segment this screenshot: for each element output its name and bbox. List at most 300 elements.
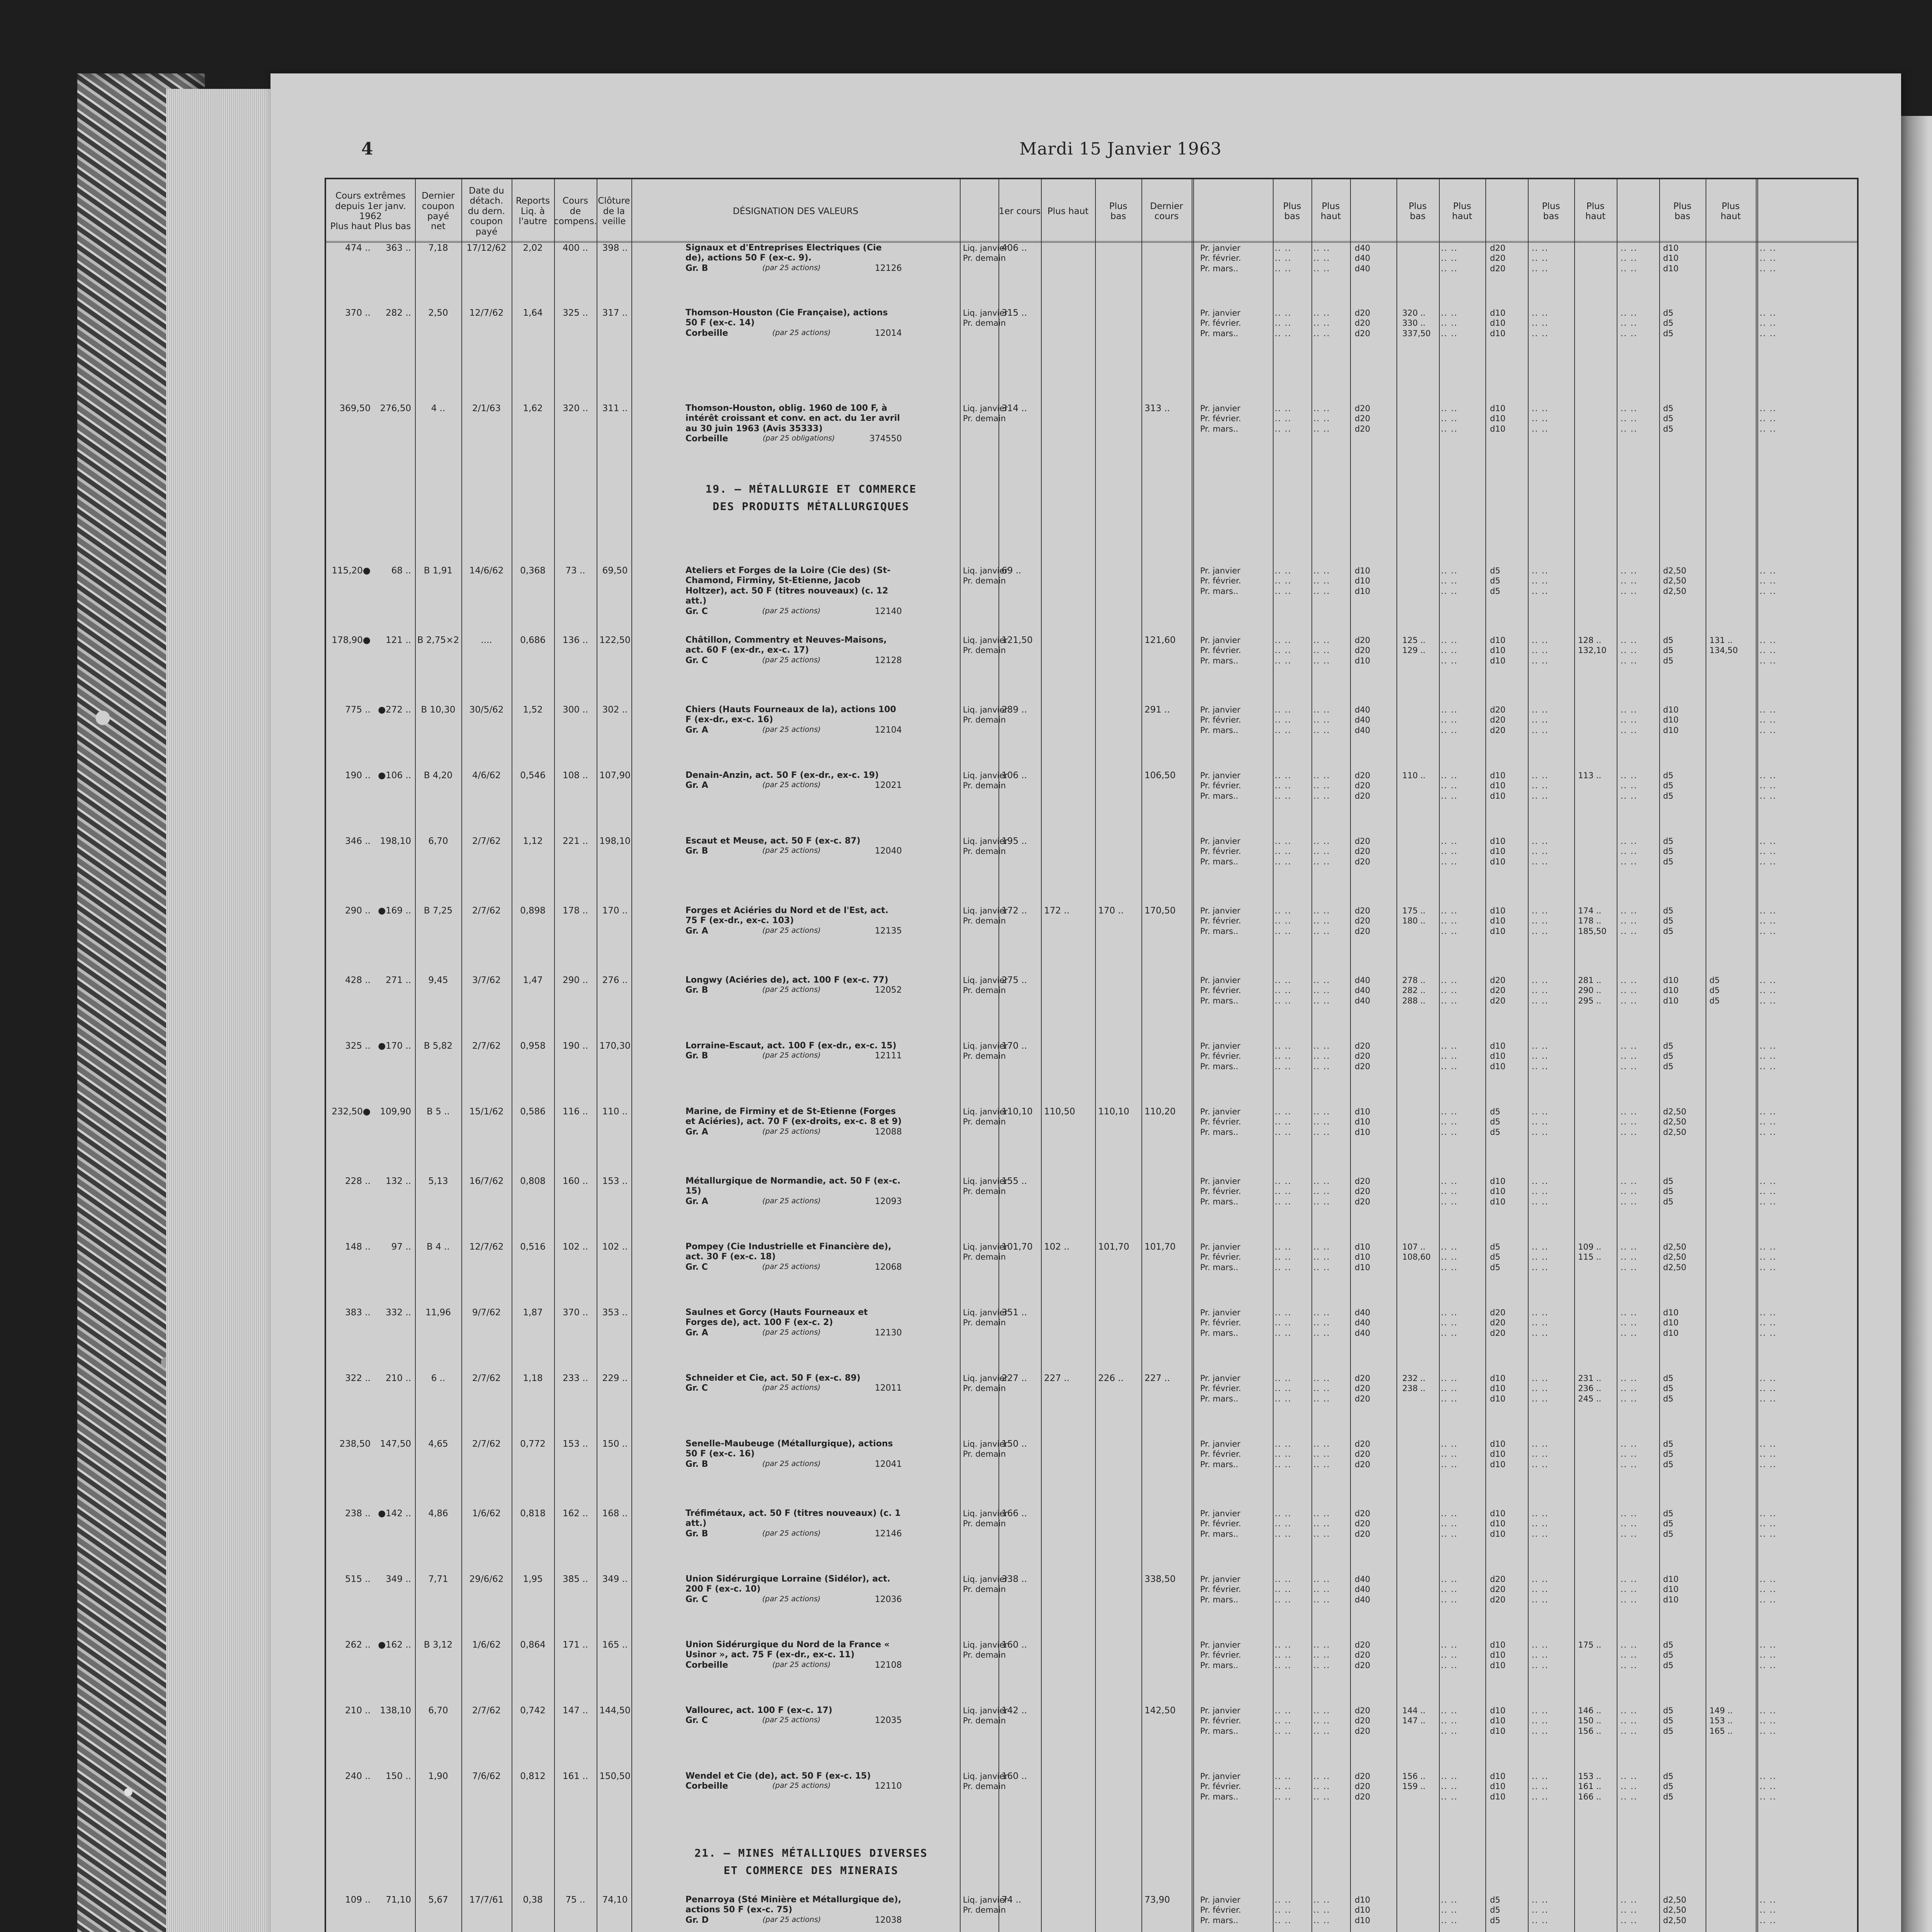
empty-placeholder: .. .. .. .. .. .. xyxy=(1760,837,1777,866)
empty-placeholder: .. .. .. .. .. .. xyxy=(1532,308,1549,338)
coupon-date: 7/6/62 xyxy=(472,1771,501,1781)
empty-placeholder: .. .. .. .. .. .. xyxy=(1760,636,1777,665)
range-high: 238,50 xyxy=(339,1439,371,1449)
column-rule xyxy=(1756,179,1758,1932)
empty-placeholder: .. .. .. .. .. .. xyxy=(1532,1439,1549,1469)
security-designation xyxy=(685,308,902,338)
table-row xyxy=(326,1308,1857,1366)
security-designation xyxy=(685,1574,902,1605)
empty-placeholder: .. .. .. .. .. .. xyxy=(1275,1107,1292,1137)
empty-placeholder: .. .. .. .. .. .. xyxy=(1532,771,1549,801)
security-code: 12140 xyxy=(874,606,902,616)
premium-high-3: d5 d5 d5 xyxy=(1709,976,1720,1005)
range-low: 332 .. xyxy=(386,1308,411,1318)
coupon-date: 15/1/62 xyxy=(469,1107,504,1117)
empty-placeholder: .. .. .. .. .. .. xyxy=(1760,1374,1777,1403)
settlement-label: Liq. janvier Pr. demain xyxy=(963,1575,1008,1594)
header-cell xyxy=(1617,182,1659,240)
empty-placeholder: .. .. .. .. .. .. xyxy=(1621,566,1638,596)
compensation-price: 153 .. xyxy=(563,1439,588,1449)
security-group: Gr. A xyxy=(685,725,708,735)
premium-3: d5 d5 d5 xyxy=(1663,1706,1673,1736)
first-price: 155 .. xyxy=(1002,1176,1027,1186)
coupon-date: 3/7/62 xyxy=(472,975,501,985)
empty-placeholder: .. .. .. .. .. .. xyxy=(1441,1374,1458,1403)
empty-placeholder: .. .. .. .. .. .. xyxy=(1441,1439,1458,1469)
premium-high-1: 156 .. 159 .. xyxy=(1402,1772,1426,1791)
empty-placeholder: .. .. .. .. .. .. xyxy=(1313,1041,1330,1071)
security-code: 12130 xyxy=(875,1328,902,1338)
security-designation xyxy=(685,566,902,617)
report: 0,38 xyxy=(523,1895,543,1905)
empty-placeholder: .. .. .. .. .. .. xyxy=(1313,1772,1330,1801)
coupon-date: 1/6/62 xyxy=(472,1640,501,1650)
last-price: 142,50 xyxy=(1145,1706,1176,1716)
previous-close: 165 .. xyxy=(602,1640,628,1650)
empty-placeholder: .. .. .. .. .. .. xyxy=(1275,705,1292,735)
header-cell: Plus haut xyxy=(1720,201,1741,221)
premium-1: d10 d10 d10 xyxy=(1355,1895,1371,1925)
last-price: 227 .. xyxy=(1145,1373,1170,1383)
premium-2: d10 d10 d10 xyxy=(1490,1640,1506,1670)
header-cell xyxy=(960,182,998,240)
column-rule xyxy=(1192,179,1194,1932)
range-high: 178,90● xyxy=(332,635,371,645)
security-name: Longwy (Aciéries de), act. 100 F (ex-c. 77) xyxy=(685,975,888,985)
report: 0,772 xyxy=(520,1439,546,1449)
empty-placeholder: .. .. .. .. .. .. xyxy=(1313,1308,1330,1338)
range-low: 198,10 xyxy=(380,836,411,846)
premium-3: d10 d10 d10 xyxy=(1663,705,1679,735)
report: 0,812 xyxy=(520,1771,546,1781)
premium-3: d5 d5 d5 xyxy=(1663,308,1673,338)
security-meta xyxy=(685,1383,902,1393)
empty-placeholder: .. .. .. .. .. .. xyxy=(1441,1509,1458,1539)
settlement-label: Liq. janvier Pr. demain xyxy=(963,1895,1008,1915)
settlement-label: Liq. janvier Pr. demain xyxy=(963,906,1008,926)
security-meta xyxy=(685,725,902,735)
empty-placeholder: .. .. .. .. .. .. xyxy=(1760,1107,1777,1137)
range-high: 322 .. xyxy=(345,1373,371,1383)
range-high: 428 .. xyxy=(345,975,371,985)
empty-placeholder: .. .. .. .. .. .. xyxy=(1441,1706,1458,1736)
empty-placeholder: .. .. .. .. .. .. xyxy=(1441,705,1458,735)
settlement-label: Liq. janvier Pr. demain xyxy=(963,1374,1008,1393)
security-group: Gr. C xyxy=(685,1262,708,1272)
first-price: 406 .. xyxy=(1002,243,1027,253)
empty-placeholder: .. .. .. .. .. .. xyxy=(1532,906,1549,936)
security-meta xyxy=(685,1459,902,1469)
section-title: 19. — MÉTALLURGIE ET COMMERCE DES PRODUITS MÉTALLURGIQUES xyxy=(705,483,917,513)
previous-close: 349 .. xyxy=(602,1574,628,1584)
empty-placeholder: .. .. .. .. .. .. xyxy=(1760,976,1777,1005)
lot-size: (par 25 obligations) xyxy=(762,434,835,443)
premium-high-2: 109 .. 115 .. xyxy=(1578,1242,1602,1262)
table-row xyxy=(326,243,1857,301)
security-code: 12040 xyxy=(874,846,902,856)
security-meta xyxy=(685,1660,902,1670)
header-cell: Plus bas xyxy=(1408,201,1427,221)
column-rule xyxy=(998,179,999,1932)
lot-size: (par 25 actions) xyxy=(772,328,831,337)
premium-1: d20 d20 d20 xyxy=(1355,1772,1371,1801)
empty-placeholder: .. .. .. .. .. .. xyxy=(1275,837,1292,866)
empty-placeholder: .. .. .. .. .. .. xyxy=(1621,1895,1638,1925)
empty-placeholder: .. .. .. .. .. .. xyxy=(1441,1107,1458,1137)
empty-placeholder: .. .. .. .. .. .. xyxy=(1313,976,1330,1005)
security-designation xyxy=(685,1308,902,1338)
empty-placeholder: .. .. .. .. .. .. xyxy=(1621,308,1638,338)
empty-placeholder: .. .. .. .. .. .. xyxy=(1441,1772,1458,1801)
security-designation xyxy=(685,1706,902,1726)
empty-placeholder: .. .. .. .. .. .. xyxy=(1621,837,1638,866)
first-price: 338 .. xyxy=(1002,1574,1027,1584)
security-group: Gr. A xyxy=(685,926,708,936)
premium-high-2: 175 .. xyxy=(1578,1640,1602,1650)
security-designation xyxy=(685,836,902,857)
report: 1,62 xyxy=(523,403,543,413)
empty-placeholder: .. .. .. .. .. .. xyxy=(1441,1041,1458,1071)
option-months: Pr. janvier Pr. février. Pr. mars.. xyxy=(1200,1308,1241,1338)
range-low: 147,50 xyxy=(380,1439,411,1449)
low-price: 170 .. xyxy=(1098,906,1124,916)
security-group: Gr. C xyxy=(685,606,708,616)
option-months: Pr. janvier Pr. février. Pr. mars.. xyxy=(1200,566,1241,596)
premium-high-1: 320 .. 330 .. 337,50 xyxy=(1402,308,1431,338)
compensation-price: 221 .. xyxy=(563,836,588,846)
table-row xyxy=(326,1574,1857,1632)
header-cell: Plus haut xyxy=(1047,206,1089,216)
premium-1: d20 d20 d20 xyxy=(1355,1706,1371,1736)
first-price: 314 .. xyxy=(1002,403,1027,413)
section-title: 21. — MINES MÉTALLIQUES DIVERSES ET COMMERCE DES MINERAIS xyxy=(694,1847,928,1877)
premium-1: d20 d20 d20 xyxy=(1355,1439,1371,1469)
settlement-label: Liq. janvier Pr. demain xyxy=(963,404,1008,423)
coupon-date: 2/7/62 xyxy=(472,1706,501,1716)
coupon-date: 2/7/62 xyxy=(472,1373,501,1383)
empty-placeholder: .. .. .. .. .. .. xyxy=(1313,404,1330,434)
empty-placeholder: .. .. .. .. .. .. xyxy=(1313,771,1330,801)
empty-placeholder: .. .. .. .. .. .. xyxy=(1532,1706,1549,1736)
empty-placeholder: .. .. .. .. .. .. xyxy=(1532,1041,1549,1071)
high-price: 110,50 xyxy=(1044,1107,1075,1117)
compensation-price: 385 .. xyxy=(563,1574,588,1584)
premium-3: d2,50 d2,50 d2,50 xyxy=(1663,1895,1687,1925)
premium-1: d20 d20 d20 xyxy=(1355,404,1371,434)
empty-placeholder: .. .. .. .. .. .. xyxy=(1275,1242,1292,1272)
compensation-price: 400 .. xyxy=(563,243,588,253)
low-price: 110,10 xyxy=(1098,1107,1129,1117)
compensation-price: 116 .. xyxy=(563,1107,588,1117)
premium-3: d2,50 d2,50 d2,50 xyxy=(1663,1242,1687,1272)
settlement-label: Liq. janvier Pr. demain xyxy=(963,243,1008,263)
compensation-price: 171 .. xyxy=(563,1640,588,1650)
page-edges xyxy=(166,89,286,1932)
security-group: Gr. C xyxy=(685,1383,708,1393)
column-rule xyxy=(1439,179,1440,1932)
lot-size: (par 25 actions) xyxy=(772,1660,831,1669)
lot-size: (par 25 actions) xyxy=(762,1328,821,1337)
coupon-date: 2/7/62 xyxy=(472,836,501,846)
empty-placeholder: .. .. .. .. .. .. xyxy=(1621,243,1638,273)
premium-1: d40 d40 d40 xyxy=(1355,1308,1371,1338)
last-coupon: 4,86 xyxy=(428,1509,448,1519)
empty-placeholder: .. .. .. .. .. .. xyxy=(1313,1895,1330,1925)
option-months: Pr. janvier Pr. février. Pr. mars.. xyxy=(1200,243,1241,273)
compensation-price: 290 .. xyxy=(563,975,588,985)
premium-1: d20 d20 d20 xyxy=(1355,308,1371,338)
column-rule xyxy=(461,179,462,1932)
previous-close: 153 .. xyxy=(602,1176,628,1186)
empty-placeholder: .. .. .. .. .. .. xyxy=(1275,1041,1292,1071)
high-price: 227 .. xyxy=(1044,1373,1070,1383)
security-designation xyxy=(685,1242,902,1272)
settlement-label: Liq. janvier Pr. demain xyxy=(963,1772,1008,1791)
premium-3: d10 d10 d10 xyxy=(1663,1308,1679,1338)
premium-2: d20 d20 d20 xyxy=(1490,243,1506,273)
compensation-price: 162 .. xyxy=(563,1509,588,1519)
security-group: Gr. C xyxy=(685,1594,708,1604)
first-price: 227 .. xyxy=(1002,1373,1027,1383)
security-group: Corbeille xyxy=(685,328,728,338)
empty-placeholder: .. .. .. .. .. .. xyxy=(1760,1575,1777,1604)
empty-placeholder: .. .. .. .. .. .. xyxy=(1441,771,1458,801)
coupon-date: 29/6/62 xyxy=(469,1574,504,1584)
security-designation xyxy=(685,243,902,274)
premium-2: d10 d10 d10 xyxy=(1490,404,1506,434)
range-high: 190 .. xyxy=(345,770,371,781)
header-cell: Dernier cours xyxy=(1150,201,1183,221)
security-name: Pompey (Cie Industrielle et Financière de), act. 30 F (ex-c. 18) xyxy=(685,1242,891,1262)
security-name: Senelle-Maubeuge (Métallurgique), actions 50 F (ex-c. 16) xyxy=(685,1439,893,1459)
column-rule xyxy=(1574,179,1575,1932)
security-group: Corbeille xyxy=(685,1660,728,1670)
report: 0,808 xyxy=(520,1176,546,1186)
option-months: Pr. janvier Pr. février. Pr. mars.. xyxy=(1200,771,1241,801)
option-months: Pr. janvier Pr. février. Pr. mars.. xyxy=(1200,404,1241,434)
last-coupon: 6,70 xyxy=(428,1706,448,1716)
empty-placeholder: .. .. .. .. .. .. xyxy=(1760,705,1777,735)
security-name: Thomson-Houston (Cie Française), actions 50 F (ex-c. 14) xyxy=(685,308,888,328)
security-code: 12038 xyxy=(874,1915,902,1925)
report: 0,898 xyxy=(520,906,546,916)
premium-2: d10 d10 d10 xyxy=(1490,906,1506,936)
lot-size: (par 25 actions) xyxy=(762,1127,821,1136)
empty-placeholder: .. .. .. .. .. .. xyxy=(1532,1177,1549,1206)
empty-placeholder: .. .. .. .. .. .. xyxy=(1313,837,1330,866)
last-coupon: 2,50 xyxy=(428,308,448,318)
premium-high-1: 232 .. 238 .. xyxy=(1402,1374,1426,1393)
report: 1,95 xyxy=(523,1574,543,1584)
previous-close: 150,50 xyxy=(599,1771,631,1781)
coupon-date: 1/6/62 xyxy=(472,1509,501,1519)
security-meta xyxy=(685,1051,902,1061)
coupon-date: 16/7/62 xyxy=(469,1176,504,1186)
empty-placeholder: .. .. .. .. .. .. xyxy=(1532,404,1549,434)
premium-1: d20 d20 d20 xyxy=(1355,837,1371,866)
compensation-price: 190 .. xyxy=(563,1041,588,1051)
last-price: 170,50 xyxy=(1145,906,1176,916)
first-price: 106 .. xyxy=(1002,770,1027,781)
premium-high-2: 174 .. 178 .. 185,50 xyxy=(1578,906,1607,936)
table-row xyxy=(326,906,1857,964)
premium-3: d5 d5 d5 xyxy=(1663,1509,1673,1539)
empty-placeholder: .. .. .. .. .. .. xyxy=(1275,1706,1292,1736)
security-name: Escaut et Meuse, act. 50 F (ex-c. 87) xyxy=(685,836,861,846)
option-months: Pr. janvier Pr. février. Pr. mars.. xyxy=(1200,1107,1241,1137)
coupon-date: 2/7/62 xyxy=(472,1439,501,1449)
premium-3: d5 d5 d5 xyxy=(1663,837,1673,866)
option-months: Pr. janvier Pr. février. Pr. mars.. xyxy=(1200,1706,1241,1736)
table-row xyxy=(326,403,1857,461)
security-group: Gr. B xyxy=(685,985,708,995)
security-code: 12021 xyxy=(875,781,902,791)
security-group: Gr. C xyxy=(685,1716,708,1726)
security-meta xyxy=(685,607,902,617)
security-meta xyxy=(685,985,902,995)
last-coupon: B 10,30 xyxy=(421,705,456,715)
previous-close: 302 .. xyxy=(602,705,628,715)
empty-placeholder: .. .. .. .. .. .. xyxy=(1313,1242,1330,1272)
empty-placeholder: .. .. .. .. .. .. xyxy=(1532,1107,1549,1137)
previous-close: 74,10 xyxy=(602,1895,628,1905)
first-price: 195 .. xyxy=(1002,836,1027,846)
option-months: Pr. janvier Pr. février. Pr. mars.. xyxy=(1200,1177,1241,1206)
previous-close: 198,10 xyxy=(599,836,631,846)
header-cell: Plus bas xyxy=(1542,201,1560,221)
security-meta xyxy=(685,926,902,936)
empty-placeholder: .. .. .. .. .. .. xyxy=(1760,404,1777,434)
empty-placeholder: .. .. .. .. .. .. xyxy=(1275,243,1292,273)
security-name: Union Sidérurgique Lorraine (Sidélor), act. 200 F (ex-c. 10) xyxy=(685,1574,891,1594)
column-rule xyxy=(1141,179,1142,1932)
lot-size: (par 25 actions) xyxy=(762,846,821,855)
empty-placeholder: .. .. .. .. .. .. xyxy=(1532,705,1549,735)
range-low: 363 .. xyxy=(386,243,411,253)
first-price: 110,10 xyxy=(1002,1107,1033,1117)
report: 0,864 xyxy=(520,1640,546,1650)
column-rule xyxy=(1396,179,1397,1932)
header-cell: Plus haut xyxy=(1320,201,1341,221)
premium-high-2: 281 .. 290 .. 295 .. xyxy=(1578,976,1602,1005)
first-price: 101,70 xyxy=(1002,1242,1033,1252)
security-designation xyxy=(685,1107,902,1137)
table-row xyxy=(326,635,1857,693)
compensation-price: 370 .. xyxy=(563,1308,588,1318)
premium-high-1: 125 .. 129 .. xyxy=(1402,636,1426,655)
range-high: 290 .. xyxy=(345,906,371,916)
high-price: 172 .. xyxy=(1044,906,1070,916)
coupon-date: 12/7/62 xyxy=(469,1242,504,1252)
settlement-label: Liq. janvier Pr. demain xyxy=(963,1107,1008,1127)
report: 1,12 xyxy=(523,836,543,846)
empty-placeholder: .. .. .. .. .. .. xyxy=(1760,1308,1777,1338)
premium-3: d5 d5 d5 xyxy=(1663,906,1673,936)
report: 0,546 xyxy=(520,770,546,781)
premium-3: d2,50 d2,50 d2,50 xyxy=(1663,1107,1687,1137)
report: 0,686 xyxy=(520,635,546,645)
security-meta xyxy=(685,846,902,856)
security-designation xyxy=(685,705,902,735)
security-group: Corbeille xyxy=(685,434,728,444)
last-coupon: B 5 .. xyxy=(427,1107,450,1117)
compensation-price: 136 .. xyxy=(563,635,588,645)
first-price: 172 .. xyxy=(1002,906,1027,916)
empty-placeholder: .. .. .. .. .. .. xyxy=(1313,1575,1330,1604)
last-coupon: 7,71 xyxy=(428,1574,448,1584)
settlement-label: Liq. janvier Pr. demain xyxy=(963,1242,1008,1262)
empty-placeholder: .. .. .. .. .. .. xyxy=(1275,308,1292,338)
premium-high-2: 128 .. 132,10 xyxy=(1578,636,1607,655)
last-coupon: B 4 .. xyxy=(427,1242,450,1252)
first-price: 351 .. xyxy=(1002,1308,1027,1318)
range-low: 210 .. xyxy=(386,1373,411,1383)
option-months: Pr. janvier Pr. février. Pr. mars.. xyxy=(1200,906,1241,936)
option-months: Pr. janvier Pr. février. Pr. mars.. xyxy=(1200,1242,1241,1272)
security-name: Vallourec, act. 100 F (ex-c. 17) xyxy=(685,1706,833,1715)
header-cell: Plus bas xyxy=(1673,201,1692,221)
premium-2: d5 d5 d5 xyxy=(1490,1107,1500,1137)
last-coupon: B 1,91 xyxy=(423,566,453,576)
coupon-date: 4/6/62 xyxy=(472,770,501,781)
empty-placeholder: .. .. .. .. .. .. xyxy=(1621,1242,1638,1272)
premium-2: d5 d5 d5 xyxy=(1490,566,1500,596)
premium-2: d10 d10 d10 xyxy=(1490,1772,1506,1801)
previous-close: 170 .. xyxy=(602,906,628,916)
security-designation xyxy=(685,1373,902,1394)
report: 0,368 xyxy=(520,566,546,576)
empty-placeholder: .. .. .. .. .. .. xyxy=(1275,404,1292,434)
column-rule xyxy=(554,179,555,1932)
low-price: 226 .. xyxy=(1098,1373,1124,1383)
premium-2: d5 d5 d5 xyxy=(1490,1242,1500,1272)
empty-placeholder: .. .. .. .. .. .. xyxy=(1532,837,1549,866)
option-months: Pr. janvier Pr. février. Pr. mars.. xyxy=(1200,636,1241,665)
first-price: 74 .. xyxy=(1002,1895,1022,1905)
range-low: ●106 .. xyxy=(378,770,411,781)
security-designation xyxy=(685,770,902,791)
security-code: 12126 xyxy=(874,263,902,273)
column-rule xyxy=(415,179,416,1932)
security-name: Châtillon, Commentry et Neuves-Maisons, act. 60 F (ex-dr., ex-c. 17) xyxy=(685,635,887,655)
premium-2: d20 d20 d20 xyxy=(1490,1575,1506,1604)
range-high: 369,50 xyxy=(339,403,371,413)
premium-high-2: 113 .. xyxy=(1578,771,1602,780)
range-low: ●162 .. xyxy=(378,1640,411,1650)
range-low: ●272 .. xyxy=(378,705,411,715)
premium-high-3: 149 .. 153 .. 165 .. xyxy=(1709,1706,1733,1736)
range-high: 474 .. xyxy=(345,243,371,253)
last-price: 313 .. xyxy=(1145,403,1170,413)
premium-3: d5 d5 d5 xyxy=(1663,1041,1673,1071)
empty-placeholder: .. .. .. .. .. .. xyxy=(1621,1177,1638,1206)
empty-placeholder: .. .. .. .. .. .. xyxy=(1760,308,1777,338)
premium-1: d20 d20 d20 xyxy=(1355,1374,1371,1403)
security-meta xyxy=(685,1595,902,1605)
premium-1: d40 d40 d40 xyxy=(1355,976,1371,1005)
empty-placeholder: .. .. .. .. .. .. xyxy=(1621,906,1638,936)
empty-placeholder: .. .. .. .. .. .. xyxy=(1532,636,1549,665)
table-row xyxy=(326,836,1857,894)
option-months: Pr. janvier Pr. février. Pr. mars.. xyxy=(1200,1509,1241,1539)
premium-3: d5 d5 d5 xyxy=(1663,404,1673,434)
empty-placeholder: .. .. .. .. .. .. xyxy=(1760,243,1777,273)
previous-close: 276 .. xyxy=(602,975,628,985)
coupon-date: 9/7/62 xyxy=(472,1308,501,1318)
empty-placeholder: .. .. .. .. .. .. xyxy=(1621,1706,1638,1736)
range-high: 370 .. xyxy=(345,308,371,318)
range-low: 71,10 xyxy=(386,1895,411,1905)
